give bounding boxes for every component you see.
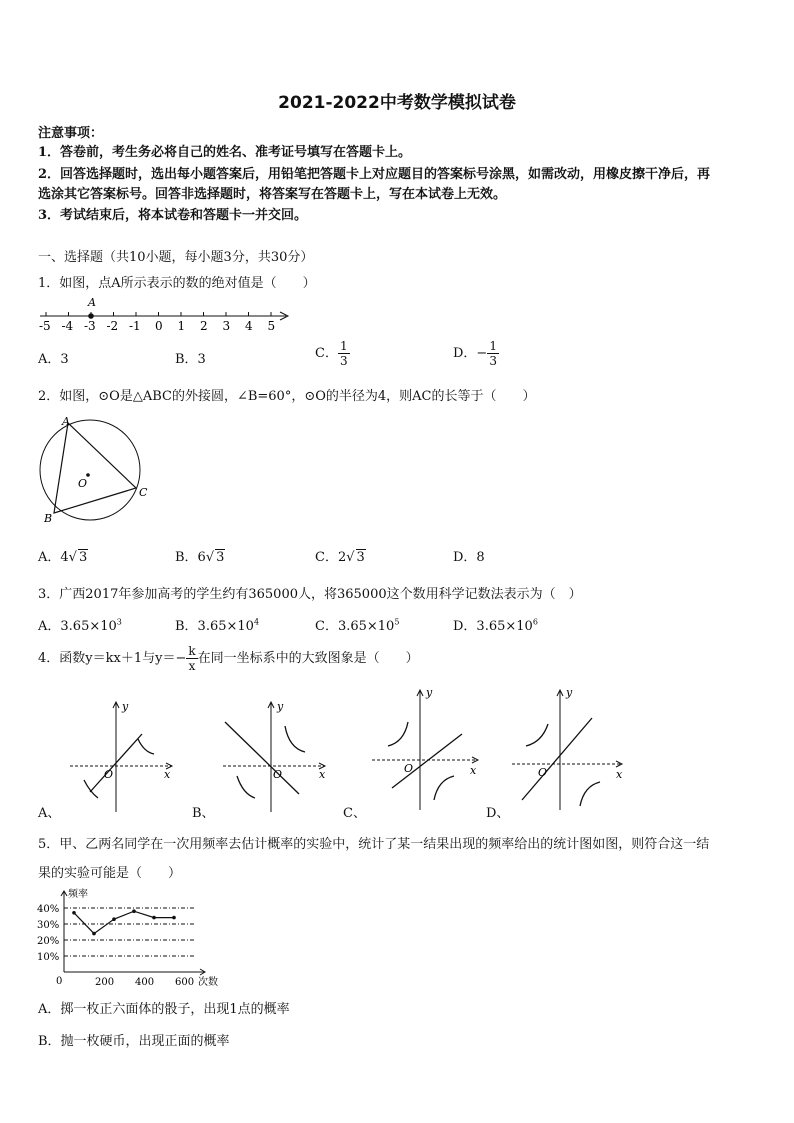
q4-stem-post: 在同一坐标系中的大致图象是（ ）: [197, 651, 419, 666]
q1-option-a: A．3: [38, 352, 69, 367]
q4-c-axis-x: x: [470, 764, 477, 777]
q5-x-tick-label: 200: [95, 977, 115, 988]
q3-option-a-base: A．3.65×10: [38, 619, 117, 634]
q5-data-point: [152, 916, 156, 920]
q1-point-label: A: [88, 296, 96, 309]
q5-data-point: [92, 932, 96, 936]
q4-d-axis-x: x: [616, 768, 623, 781]
q2-option-c: C．2√ 3: [315, 550, 365, 565]
q5-y-tick-label: 30%: [37, 920, 60, 931]
q4-b-origin: O: [273, 768, 283, 781]
q3-option-c-exp: 5: [394, 617, 400, 627]
q4-d-axis-y: y: [566, 686, 573, 699]
q3-option-a-exp: 3: [116, 617, 122, 627]
q5-y-tick-label: 10%: [37, 952, 60, 963]
q4-graph-c: [368, 684, 486, 814]
q4-a-axis-x: x: [164, 768, 171, 781]
q1-option-c-num: 1: [339, 339, 348, 353]
q4-graph-d: [508, 684, 626, 814]
q1-tick-label: -5: [39, 319, 51, 332]
q4-graph-a: [62, 694, 180, 814]
q3-option-a: [38, 615, 122, 634]
q5-option-b: B．抛一枚硬币，出现正面的概率: [38, 1034, 230, 1049]
q2-option-d: D．8: [453, 550, 485, 565]
q1-tick-label: -1: [129, 319, 141, 332]
q4-frac-num: k: [188, 644, 196, 658]
q5-data-point: [132, 909, 136, 913]
q3-option-d: [453, 615, 538, 634]
q1-option-b: B．3: [175, 352, 206, 367]
q2-option-a-radicand: 3: [78, 550, 88, 565]
q1-point-a: [88, 313, 94, 319]
q3-option-d-exp: 6: [532, 617, 538, 627]
q5-y-tick-label: 20%: [37, 936, 60, 947]
q1-tick-label: 1: [177, 319, 186, 332]
q3-option-b-base: B．3.65×10: [175, 619, 254, 634]
q5-stem-line2: 果的实验可能是（ ）: [38, 866, 182, 881]
q2-option-c-radicand: 3: [356, 550, 365, 565]
q1-stem: 1．如图，点A所示表示的数的绝对值是（ ）: [38, 276, 316, 291]
q5-stem-line1: 5．甲、乙两名同学在一次用频率去估计概率的实验中，统计了某一结果出现的频率给出的统计图如图，则符合这一结: [38, 837, 710, 852]
q5-xlabel: 次数: [198, 977, 218, 988]
notice-item: 3．考试结束后，将本试卷和答题卡一并交回。: [38, 208, 308, 223]
q2-label-b: B: [44, 512, 53, 525]
q1-option-d-num: 1: [489, 339, 497, 353]
q5-option-a: A．掷一枚正六面体的骰子，出现1点的概率: [38, 1002, 290, 1017]
q1-option-c-label: C．: [315, 346, 338, 361]
q4-b-axis-x: x: [319, 768, 326, 781]
notice-heading: 注意事项：: [38, 126, 104, 141]
q4-option-c: C、: [343, 806, 366, 821]
q5-frequency-chart: [34, 886, 224, 996]
q2-label-a: A: [62, 415, 70, 428]
q3-option-c: [315, 615, 399, 634]
notice-item: 1．答卷前，考生务必将自己的姓名、准考证号填写在答题卡上。: [38, 145, 412, 160]
q5-origin-label: 0: [56, 976, 63, 987]
q1-option-d-label: D．−: [453, 346, 488, 361]
q1-tick-label: -4: [61, 319, 74, 332]
q1-option-d-den: 3: [489, 354, 497, 368]
q5-ylabel: 频率: [68, 889, 88, 900]
q3-option-b: [175, 615, 259, 634]
q2-label-c: C: [139, 486, 148, 499]
q4-a-origin: O: [104, 768, 114, 781]
q4-stem: [38, 644, 419, 673]
notice-item: 选涂其它答案标号。回答非选择题时，将答案写在答题卡上，写在本试卷上无效。: [38, 187, 507, 202]
q3-option-d-base: D．3.65×10: [453, 619, 533, 634]
notice-item: 2．回答选择题时，选出每小题答案后，用铅笔把答题卡上对应题目的答案标号涂黑，如需改动，用橡皮擦干净后，再: [38, 167, 711, 182]
q3-option-c-base: C．3.65×10: [315, 619, 395, 634]
q2-stem: 2．如图，⊙O是△ABC的外接圆，∠B=60°，⊙O的半径为4，则AC的长等于（ ）: [38, 389, 536, 404]
q5-data-point: [72, 911, 76, 915]
q2-option-b: B．6√ 3: [175, 550, 225, 565]
q5-x-tick-label: 400: [135, 977, 155, 988]
q1-tick-label: 5: [267, 319, 276, 332]
q1-tick-label: 0: [155, 319, 163, 332]
q4-stem-pre: 4．函数y＝kx＋1与y＝−: [38, 651, 187, 666]
q2-option-a: A．4√ 3: [38, 550, 88, 565]
q1-number-line: [36, 292, 296, 332]
q5-data-point: [112, 917, 116, 921]
q5-y-tick-label: 40%: [37, 904, 60, 915]
q1-tick-label: 3: [222, 319, 231, 332]
q4-option-b: B、: [192, 806, 215, 821]
q5-series-line: [74, 911, 174, 933]
q3-option-b-exp: 4: [253, 617, 260, 627]
q4-option-d: D、: [486, 806, 510, 821]
q4-c-axis-y: y: [426, 686, 433, 699]
q4-d-origin: O: [538, 766, 548, 779]
q4-graph-b: [215, 694, 333, 814]
q4-option-a: A、: [38, 806, 61, 821]
q2-option-b-radicand: 3: [216, 550, 225, 565]
q1-tick-label: -3: [84, 319, 96, 332]
q4-b-axis-y: y: [277, 700, 284, 713]
q1-tick-label: 4: [245, 319, 253, 332]
q1-tick-label: -2: [106, 319, 119, 332]
q2-option-c-label: C．2: [315, 550, 347, 565]
q2-circle-figure: [32, 412, 152, 528]
q3-stem: 3．广西2017年参加高考的学生约有365000人，将365000这个数用科学记数法表示为（ ）: [38, 587, 582, 602]
section-heading: 一、选择题（共10小题，每小题3分，共30分）: [38, 250, 314, 265]
q2-option-a-label: A．4: [38, 550, 69, 565]
q1-tick-label: 2: [200, 319, 208, 332]
q2-label-o: O: [78, 477, 88, 490]
q5-x-tick-label: 600: [175, 977, 195, 988]
q2-option-b-label: B．6: [175, 550, 206, 565]
q1-option-c: [315, 339, 350, 368]
q1-option-d: [453, 339, 499, 368]
q4-c-origin: O: [404, 762, 414, 775]
q5-data-point: [172, 916, 176, 920]
page-title: 2021-2022中考数学模拟试卷: [278, 93, 516, 113]
q1-option-c-den: 3: [339, 354, 348, 368]
q4-a-axis-y: y: [122, 700, 129, 713]
q4-frac-den: x: [188, 659, 196, 673]
